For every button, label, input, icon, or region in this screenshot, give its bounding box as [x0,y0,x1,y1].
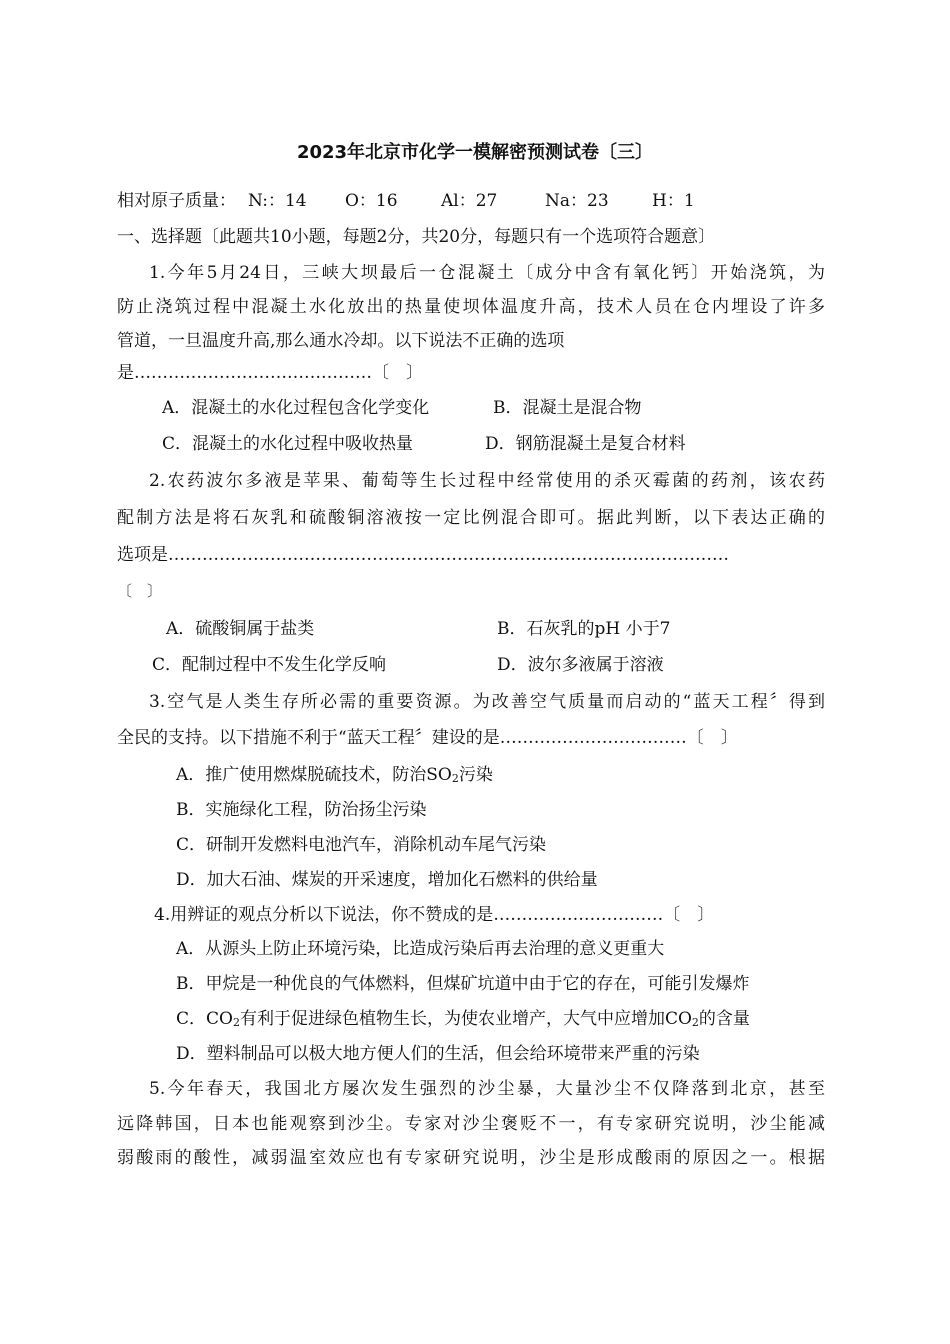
q1-option-d: D．钢筋混凝土是复合材料 [485,434,686,454]
q4-option-b: B．甲烷是一种优良的气体燃料，但煤矿坑道中由于它的存在，可能引发爆炸 [176,974,750,994]
q5-line-1: 5.今年春天，我国北方屡次发生强烈的沙尘暴，大量沙尘不仅降落到北京，甚至 [149,1079,825,1099]
q2-line-3: 选项是……………………………………………………………………………………… [117,545,729,565]
q1-line-4: 是……………………………………〔 〕 [117,363,423,383]
q3-option-a [176,764,493,786]
q3-option-d: D．加大石油、煤炭的开采速度，增加化石燃料的供给量 [176,870,598,890]
q3-option-c: C．研制开发燃料电池汽车，消除机动车尾气污染 [176,835,547,855]
q3-option-b: B．实施绿化工程，防治扬尘污染 [176,800,427,820]
q2-option-c: C．配制过程中不发生化学反响 [152,655,387,675]
q1-option-b: B．混凝土是混合物 [493,398,642,418]
q2-line-2: 配制方法是将石灰乳和硫酸铜溶液按一定比例混合即可。据此判断，以下表达正确的 [117,508,825,528]
q4-option-c-subscript-2: 2 [691,1016,699,1029]
q1-line-3: 管道，一旦温度升高,那么通水冷却。以下说法不正确的选项 [117,331,565,351]
section-heading: 一、选择题〔此题共10小题，每题2分，共20分，每题只有一个选项符合题意〕 [117,227,716,247]
q3-option-a-text: A．推广使用燃煤脱硫技术，防治SO [176,765,452,785]
q1-option-c: C．混凝土的水化过程中吸收热量 [162,434,414,454]
atomic-mass-na: Na：23 [545,191,609,211]
q1-option-a: A．混凝土的水化过程包含化学变化 [162,398,430,418]
q5-line-2: 远降韩国，日本也能观察到沙尘。专家对沙尘褒贬不一，有专家研究说明，沙尘能减 [117,1114,825,1134]
q2-option-d: D．波尔多液属于溶液 [497,655,664,675]
q4-stem: 4.用辨证的观点分析以下说法，你不赞成的是…………………………〔 〕 [154,905,715,925]
q4-option-c [176,1008,750,1030]
atomic-mass-n: N:：14 [248,191,307,211]
q3-line-2: 全民的支持。以下措施不利于“蓝天工程〞建设的是……………………………〔 〕 [117,728,738,748]
q2-line-1: 2.农药波尔多液是苹果、葡萄等生长过程中经常使用的杀灭霉菌的药剂，该农药 [149,471,825,491]
q4-option-c-tail: 的含量 [698,1009,750,1029]
q2-option-a: A．硫酸铜属于盐类 [166,619,315,639]
q3-line-1: 3.空气是人类生存所必需的重要资源。为改善空气质量而启动的“蓝天工程〞得到 [149,692,825,712]
q4-option-d: D．塑料制品可以极大地方便人们的生活，但会给环境带来严重的污染 [176,1044,700,1064]
q4-option-a: A．从源头上防止环境污染，比造成污染后再去治理的意义更重大 [176,939,665,959]
q4-option-c-text: C．CO [176,1009,233,1029]
q2-option-b: B．石灰乳的pH 小于7 [497,619,671,639]
page-title: 2023年北京市化学一模解密预测试卷〔三〕 [296,142,654,163]
q4-option-c-mid: 有利于促进绿色植物生长，为使农业增产，大气中应增加CO [239,1009,692,1029]
q2-line-4: 〔 〕 [117,582,163,600]
atomic-mass-label: 相对原子质量： [117,191,236,211]
atomic-mass-o: O：16 [345,191,398,211]
q5-line-3: 弱酸雨的酸性，减弱温室效应也有专家研究说明，沙尘是形成酸雨的原因之一。根据 [117,1148,825,1168]
atomic-mass-h: H：1 [652,191,695,211]
q3-option-a-tail: 污染 [458,765,493,785]
q1-line-1: 1.今年5月24日，三峡大坝最后一仓混凝土〔成分中含有氧化钙〕开始浇筑，为 [149,263,825,283]
q1-line-2: 防止浇筑过程中混凝土水化放出的热量使坝体温度升高，技术人员在仓内埋设了许多 [117,297,825,317]
atomic-mass-al: Al：27 [441,191,498,211]
q4-option-c-subscript-1: 2 [232,1016,240,1029]
q3-option-a-subscript: 2 [451,772,459,785]
